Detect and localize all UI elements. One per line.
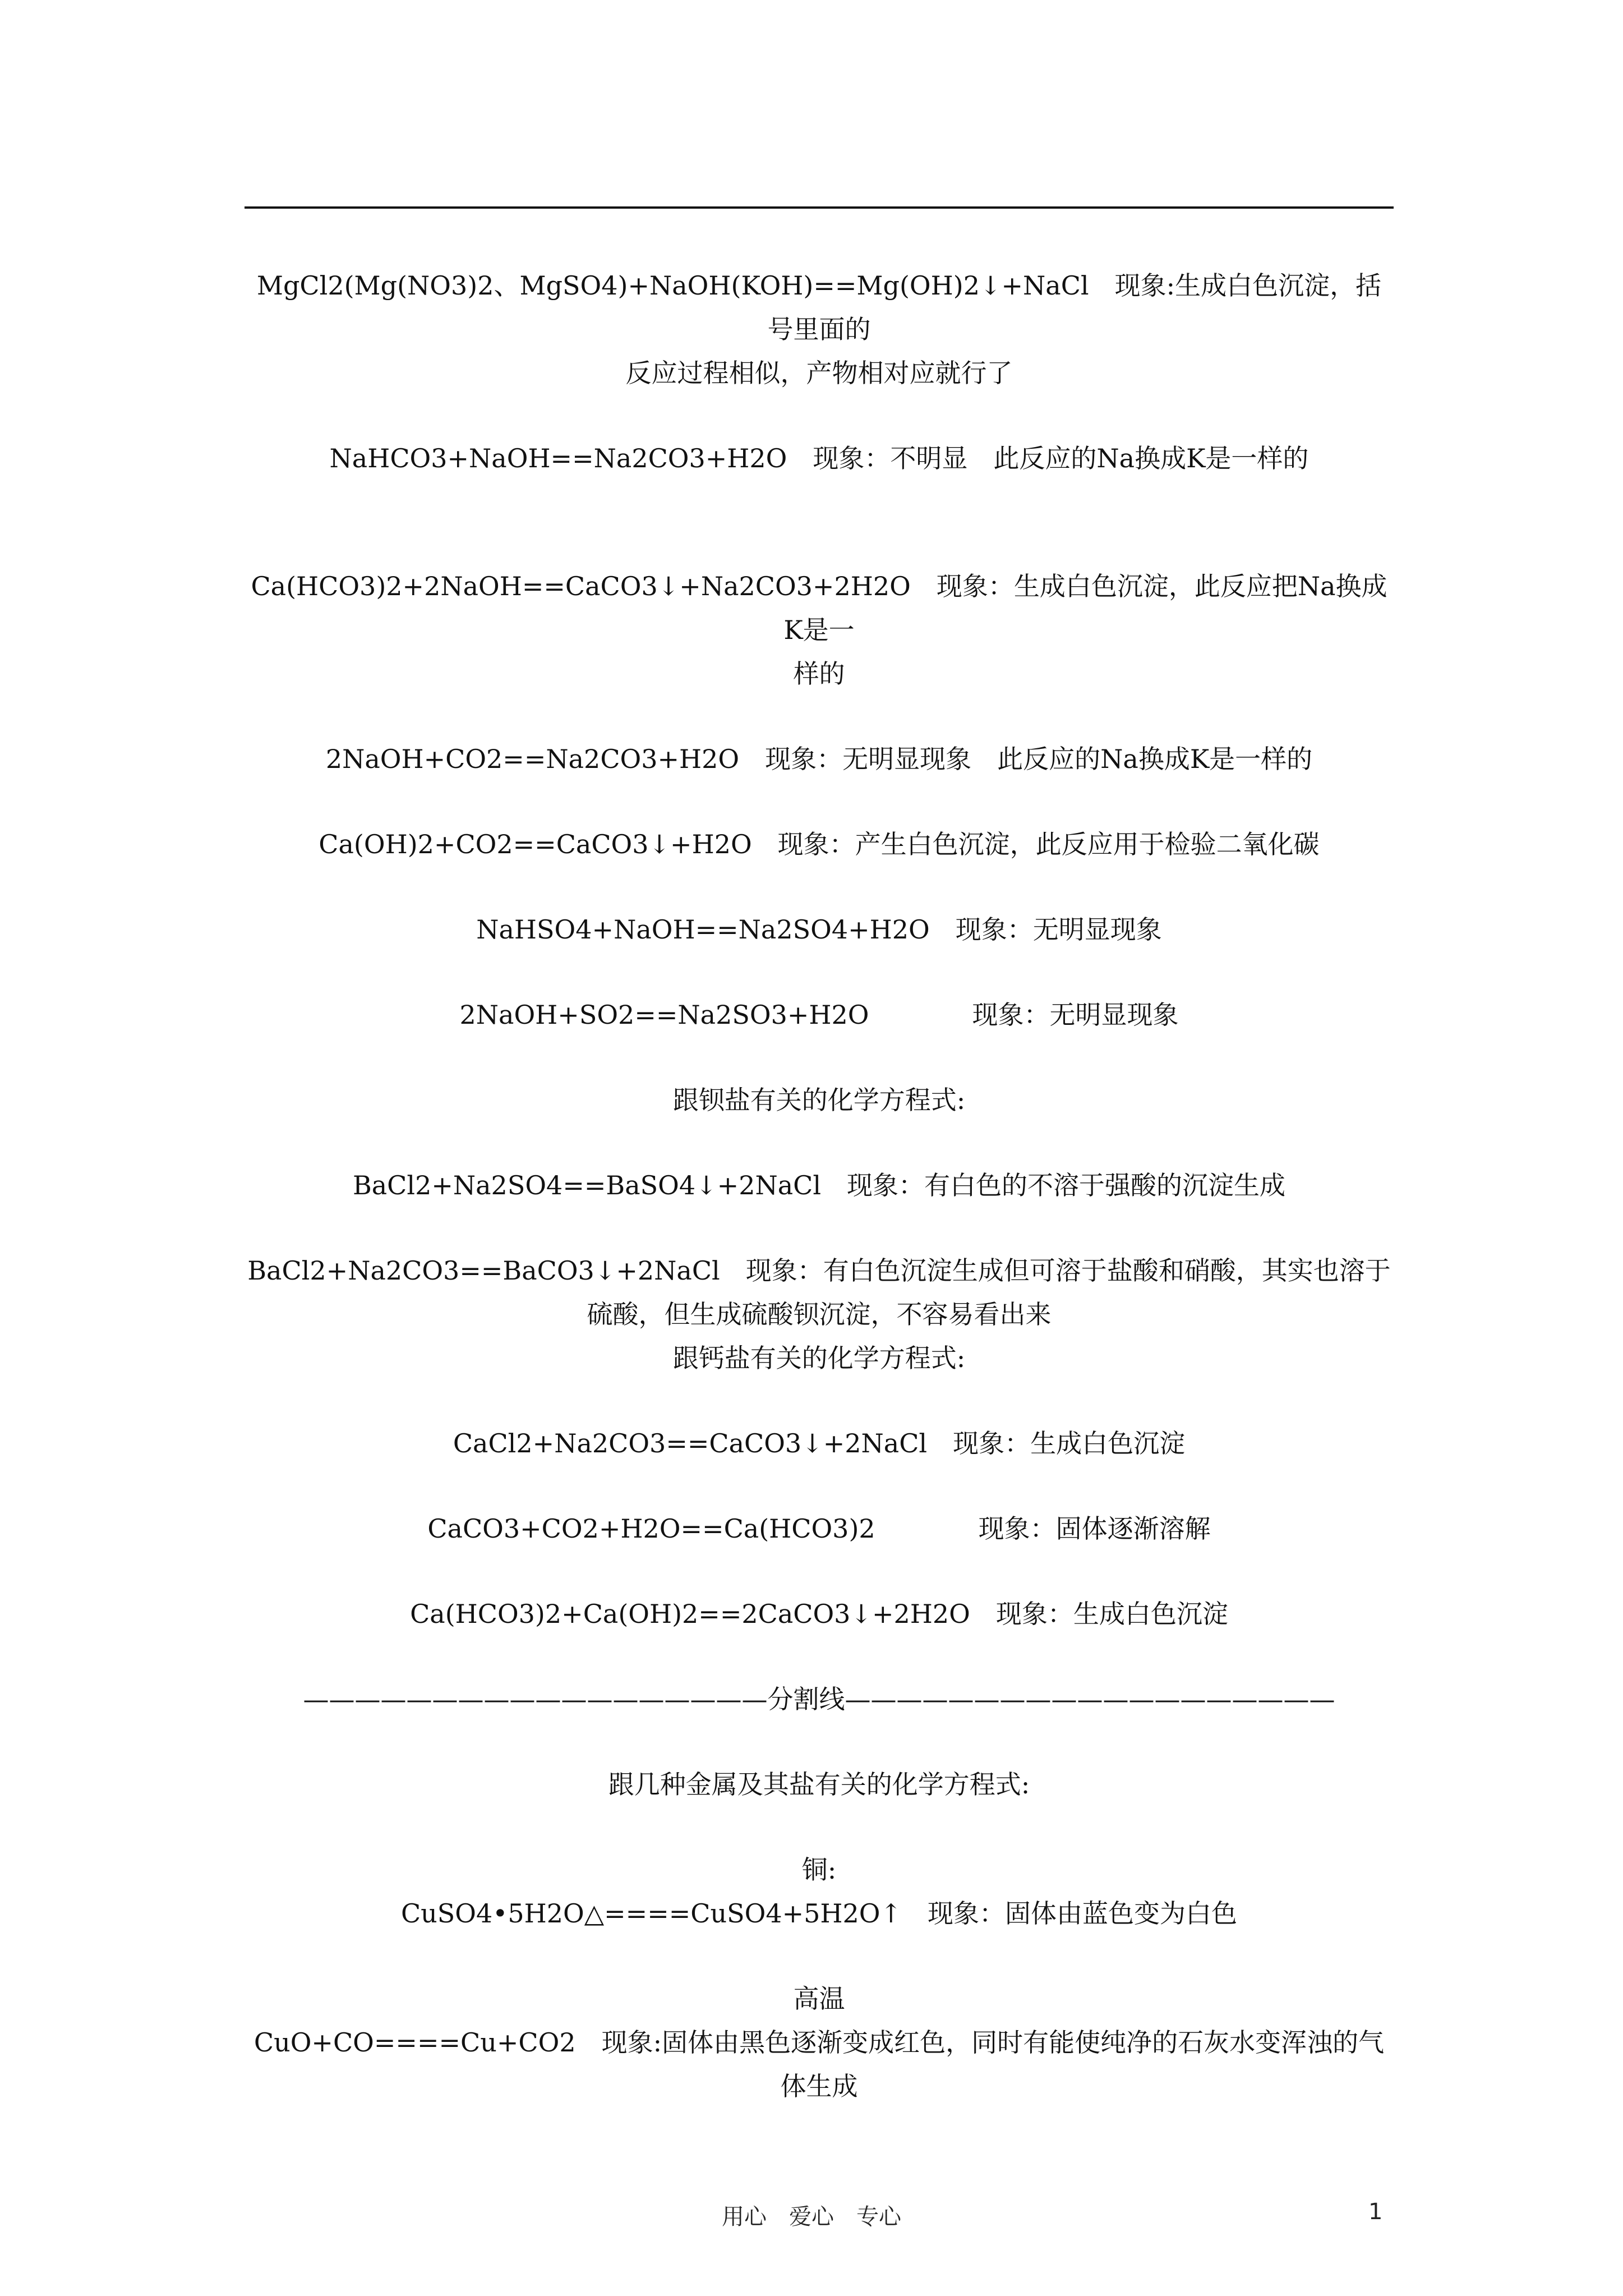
- document-body: [245, 264, 1394, 2108]
- text-line: NaHCO3+NaOH==Na2CO3+H2O 现象：不明显 此反应的Na换成K是一样的: [329, 443, 1309, 473]
- equation-cacl2-na2co3: [245, 1421, 1394, 1465]
- equation-mgcl2-naoh: [245, 264, 1394, 395]
- text-line: NaHSO4+NaOH==Na2SO4+H2O 现象：无明显现象: [476, 914, 1162, 945]
- text-line: 反应过程相似，产物相对应就行了: [625, 358, 1013, 388]
- page-number: 1: [1368, 2199, 1383, 2225]
- equation-nahso4-naoh: [245, 908, 1394, 951]
- equation-caco3-co2-h2o: [245, 1507, 1394, 1550]
- footer-motto: 用心 爱心 专心: [722, 2204, 901, 2230]
- header-rule: [245, 206, 1394, 209]
- text-line: CuO+CO====Cu+CO2 现象:固体由黑色逐渐变成红色，同时有能使纯净的石灰水变浑浊的气: [253, 2027, 1385, 2058]
- reaction-condition: 高温: [793, 1984, 845, 2014]
- equation-naoh-co2: [245, 737, 1394, 781]
- text-line: 2NaOH+CO2==Na2CO3+H2O 现象：无明显现象 此反应的Na换成K是一样的: [325, 744, 1313, 774]
- section-heading: 铜:: [801, 1855, 837, 1885]
- equation-cahco3-caoh2: [245, 1592, 1394, 1636]
- text-line: 样的: [793, 659, 845, 689]
- section-heading: 跟钡盐有关的化学方程式:: [672, 1085, 966, 1115]
- equation-cuo-co: [245, 2021, 1394, 2108]
- text-line: 硫酸，但生成硫酸钡沉淀，不容易看出来: [587, 1299, 1052, 1329]
- section-heading: 跟钙盐有关的化学方程式:: [672, 1343, 966, 1373]
- condition-high-temperature: [245, 1977, 1394, 2021]
- divider-line: [245, 1677, 1394, 1721]
- equation-naoh-so2: [245, 993, 1394, 1037]
- divider-text: ——————————————————分割线———————————————————: [303, 1684, 1335, 1714]
- equation-caoh2-co2: [245, 822, 1394, 866]
- text-line: BaCl2+Na2CO3==BaCO3↓+2NaCl 现象：有白色沉淀生成但可溶于盐酸和硝酸，其实也溶于: [247, 1255, 1391, 1286]
- text-line: Ca(HCO3)2+2NaOH==CaCO3↓+Na2CO3+2H2O 现象：生成白色沉淀，此反应把Na换成K是一: [251, 571, 1387, 645]
- text-line: CaCl2+Na2CO3==CaCO3↓+2NaCl 现象：生成白色沉淀: [453, 1428, 1186, 1458]
- heading-metals-salts: [245, 1763, 1394, 1806]
- text-line: MgCl2(Mg(NO3)2、MgSO4)+NaOH(KOH)==Mg(OH)2↓+NaCl 现象:生成白色沉淀，括号里面的: [256, 270, 1382, 344]
- text-line: CaCO3+CO2+H2O==Ca(HCO3)2 现象：固体逐渐溶解: [427, 1513, 1211, 1544]
- equation-nahco3-naoh: [245, 436, 1394, 480]
- text-line: CuSO4•5H2O△====CuSO4+5H2O↑ 现象：固体由蓝色变为白色: [400, 1898, 1238, 1929]
- heading-barium-salts: [245, 1078, 1394, 1122]
- section-heading: 跟几种金属及其盐有关的化学方程式:: [608, 1769, 1030, 1800]
- text-line: 2NaOH+SO2==Na2SO3+H2O 现象：无明显现象: [459, 1000, 1179, 1030]
- text-line: Ca(HCO3)2+Ca(OH)2==2CaCO3↓+2H2O 现象：生成白色沉淀: [410, 1599, 1228, 1629]
- equation-cahco3-naoh: [245, 564, 1394, 696]
- equation-cuso4-dehydration: [245, 1892, 1394, 1935]
- heading-copper: [245, 1848, 1394, 1892]
- text-line: 体生成: [780, 2071, 858, 2101]
- text-line: Ca(OH)2+CO2==CaCO3↓+H2O 现象：产生白色沉淀，此反应用于检验二氧化碳: [319, 829, 1320, 859]
- text-line: BaCl2+Na2SO4==BaSO4↓+2NaCl 现象：有白色的不溶于强酸的沉淀生成: [352, 1170, 1286, 1200]
- heading-calcium-salts: [245, 1336, 1394, 1380]
- equation-bacl2-na2co3: [245, 1249, 1394, 1336]
- equation-bacl2-na2so4: [245, 1163, 1394, 1207]
